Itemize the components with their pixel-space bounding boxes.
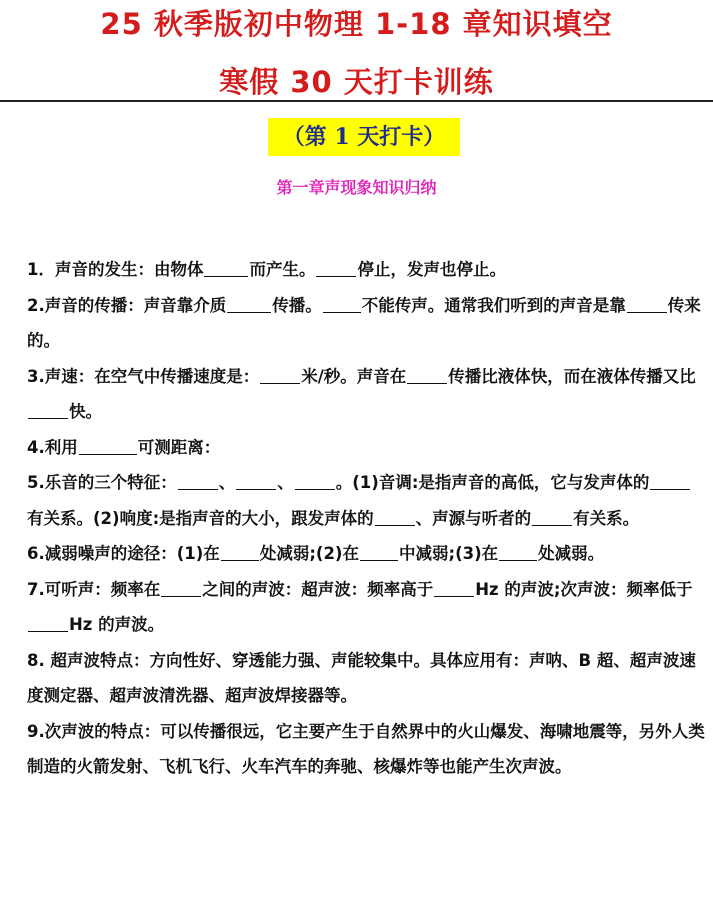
question-item-5 (27, 465, 705, 536)
question-item-9: 9.次声波的特点：可以传播很远，它主要产生于自然界中的火山爆发、海啸地震等，另外人类制造的火箭发射、飞机飞行、火车汽车的奔驰、核爆炸等也能产生次声波。 (27, 721, 705, 776)
answer-blank[interactable] (375, 507, 415, 526)
question-text: 、 (277, 473, 294, 492)
question-text: 7.可听声：频率在 (27, 579, 161, 599)
answer-blank[interactable] (499, 542, 537, 561)
question-text: 之间的声波：超声波：频率高于 (202, 579, 434, 599)
question-text: 。(1)音调:是指声音的高低，它与发声体的 (335, 473, 650, 492)
question-text: Hz 的声波。 (69, 615, 165, 634)
title-line-2: 寒假 30 天打卡训练 (219, 65, 494, 99)
question-text: 、 (218, 473, 236, 492)
question-text: 传来的。 (27, 295, 701, 350)
answer-blank[interactable] (650, 471, 690, 490)
question-item-6 (27, 536, 705, 572)
answer-blank[interactable] (407, 365, 447, 384)
question-text: 快。 (69, 402, 102, 421)
question-text: 4.利用 (27, 437, 78, 457)
question-text: 米/秒。声音在 (301, 366, 407, 386)
question-item-8: 8. 超声波特点：方向性好、穿透能力强、声能较集中。具体应用有：声呐、B 超、超声波速度测定器、超声波清洗器、超声波焊接器等。 (27, 650, 696, 705)
question-item-1 (27, 252, 705, 288)
question-text: 有关系。(2)响度:是指声音的大小，跟发声体的 (27, 508, 374, 528)
chapter-title: 第一章声现象知识归纳 (276, 178, 437, 197)
question-item-7 (27, 572, 705, 643)
answer-blank[interactable] (204, 258, 248, 277)
question-text: 2.声音的传播：声音靠介质 (27, 295, 227, 315)
answer-blank[interactable] (295, 471, 335, 490)
question-text: 处减弱。 (538, 544, 605, 563)
answer-blank[interactable] (434, 578, 474, 597)
answer-blank[interactable] (316, 258, 356, 277)
question-text: Hz 的声波;次声波：频率低于 (475, 579, 693, 599)
answer-blank[interactable] (532, 507, 572, 526)
answer-blank[interactable] (221, 542, 259, 561)
question-list (27, 252, 705, 785)
answer-blank[interactable] (28, 613, 68, 632)
question-text: 处减弱;(2)在 (259, 544, 359, 563)
answer-blank[interactable] (627, 294, 667, 313)
answer-blank[interactable] (79, 436, 137, 455)
title-divider (0, 100, 713, 102)
question-text: 不能传声。通常我们听到的声音是靠 (361, 295, 626, 315)
answer-blank[interactable] (178, 471, 218, 490)
question-item-4 (27, 430, 705, 466)
question-item-3 (27, 359, 705, 430)
question-text: 可测距离： (137, 437, 221, 457)
question-text: 5.乐音的三个特征： (27, 473, 177, 492)
question-text: 传播比液体快，而在液体传播又比 (448, 366, 696, 386)
question-item-2 (27, 288, 705, 359)
question-text: 传播。 (272, 295, 322, 315)
day-badge: （第 1 天打卡） (268, 118, 460, 156)
title-line-1: 25 秋季版初中物理 1-18 章知识填空 (100, 7, 613, 41)
answer-blank[interactable] (28, 400, 68, 419)
question-text: 中减弱;(3)在 (398, 544, 499, 563)
question-text: 停止，发声也停止。 (357, 260, 506, 279)
answer-blank[interactable] (323, 294, 361, 313)
answer-blank[interactable] (227, 294, 271, 313)
question-text: 3.声速：在空气中传播速度是： (27, 366, 260, 386)
question-text: 6.减弱噪声的途径：(1)在 (27, 544, 220, 563)
answer-blank[interactable] (360, 542, 398, 561)
answer-blank[interactable] (236, 471, 276, 490)
question-text: 1．声音的发生：由物体 (27, 260, 204, 279)
answer-blank[interactable] (161, 578, 201, 597)
question-text: 而产生。 (249, 260, 316, 279)
answer-blank[interactable] (260, 365, 300, 384)
question-text: 有关系。 (573, 508, 640, 528)
question-text: 、声源与听者的 (415, 508, 532, 528)
